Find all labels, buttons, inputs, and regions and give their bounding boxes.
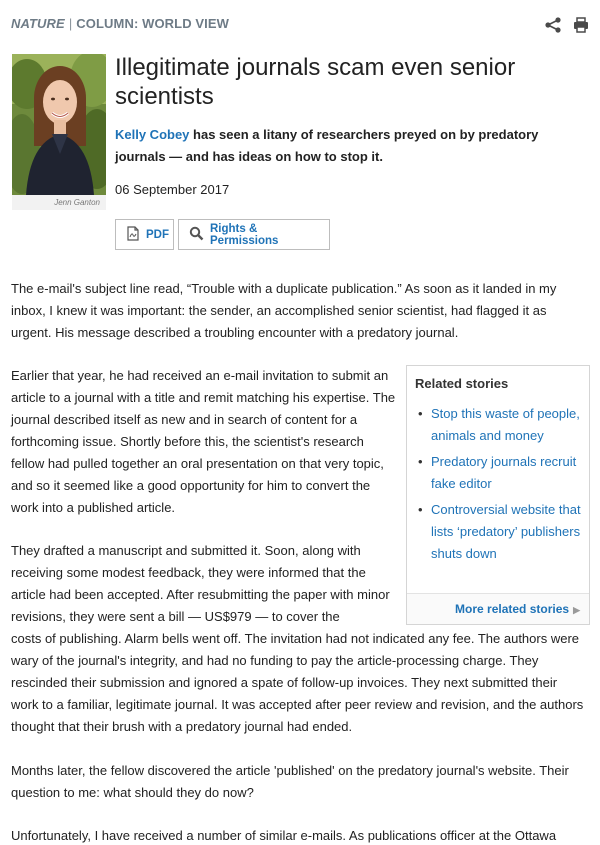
arrow-right-icon: ▶ <box>573 605 580 615</box>
pdf-label: PDF <box>146 228 169 241</box>
paragraph-3-start: They drafted a manuscript and submitted it. Soon, along with receiving some modest feedback, they were informed that the article had been accepted. After resubmitting the paper with minor revisions, they were sent a bill — US$979 — to cover the <box>11 543 390 624</box>
related-story-link[interactable]: • Predatory journals recruit fake editor <box>416 451 586 495</box>
kicker-separator: | <box>68 16 73 31</box>
related-stories-list <box>416 403 586 569</box>
related-stories-heading: Related stories <box>415 376 509 391</box>
related-story-link[interactable]: • Stop this waste of people, animals and money <box>416 403 586 447</box>
standfirst-text: has seen a litany of researchers preyed on by predatory journals — and has ideas on how to stop it. <box>115 127 539 164</box>
publication-date: 06 September 2017 <box>115 182 230 197</box>
article-standfirst <box>115 124 585 168</box>
article-tools <box>544 16 590 34</box>
print-icon[interactable] <box>572 16 590 34</box>
more-related-link[interactable] <box>455 602 580 616</box>
rights-label: Rights & Permissions <box>210 222 279 247</box>
section-kicker <box>11 16 590 31</box>
related-story-link[interactable]: • Controversial website that lists ‘predatory’ publishers shuts down <box>416 499 586 565</box>
share-icon[interactable] <box>544 16 562 34</box>
related-stories-box <box>406 365 590 625</box>
paragraph-2: Earlier that year, he had received an e-mail invitation to submit an article to a journal with a title and remit matching his expertise. The journal described itself as new and in search of content for a forthcoming issue. Shortly before this, the scientist's research fellow had pulled together an oral presentation on that very topic, and so it seemed like a good opportunity for him to convert the work into a published article. <box>11 368 396 515</box>
paragraph-5: Unfortunately, I have received a number of similar e-mails. As publications officer at the Ottawa <box>11 828 557 843</box>
portrait-photo <box>12 54 106 195</box>
pdf-button[interactable] <box>115 219 174 250</box>
paragraph-4: Months later, the fellow discovered the article 'published' on the predatory journal's website. Their question to me: what should they do now? <box>11 763 569 800</box>
rights-permissions-button[interactable] <box>178 219 330 250</box>
author-portrait <box>12 54 106 210</box>
magnifier-icon <box>189 226 204 244</box>
more-related-label: More related stories <box>455 602 570 616</box>
pdf-icon <box>126 226 140 244</box>
article-title: Illegitimate journals scam even senior scientists <box>115 54 516 110</box>
section-header <box>11 16 590 36</box>
paragraph-3-rest: costs of publishing. Alarm bells went off. The invitation had not indicated any fee. The authors were wary of the journal's integrity, and had no funding to pay the article-processing charge. They rescinded their submission and ignored a spate of follow-up invoices. They next submitted their work to a familiar, legitimate journal. It was accepted after peer review and revision, and the authors thought that their brush with a predatory journal had ended. <box>11 631 584 734</box>
more-related-row <box>407 593 589 624</box>
photo-credit: Jenn Ganton <box>54 198 100 207</box>
author-link[interactable]: Kelly Cobey <box>115 127 190 142</box>
section-label[interactable]: COLUMN: WORLD VIEW <box>76 16 230 31</box>
paragraph-1: The e-mail's subject line read, “Trouble with a duplicate publication.” As soon as it landed in my inbox, I knew it was important: the sender, an accomplished senior scientist, had flagged it as urgent. His message described a troubling encounter with a predatory journal. <box>11 281 557 340</box>
brand-label[interactable]: NATURE <box>11 16 65 31</box>
